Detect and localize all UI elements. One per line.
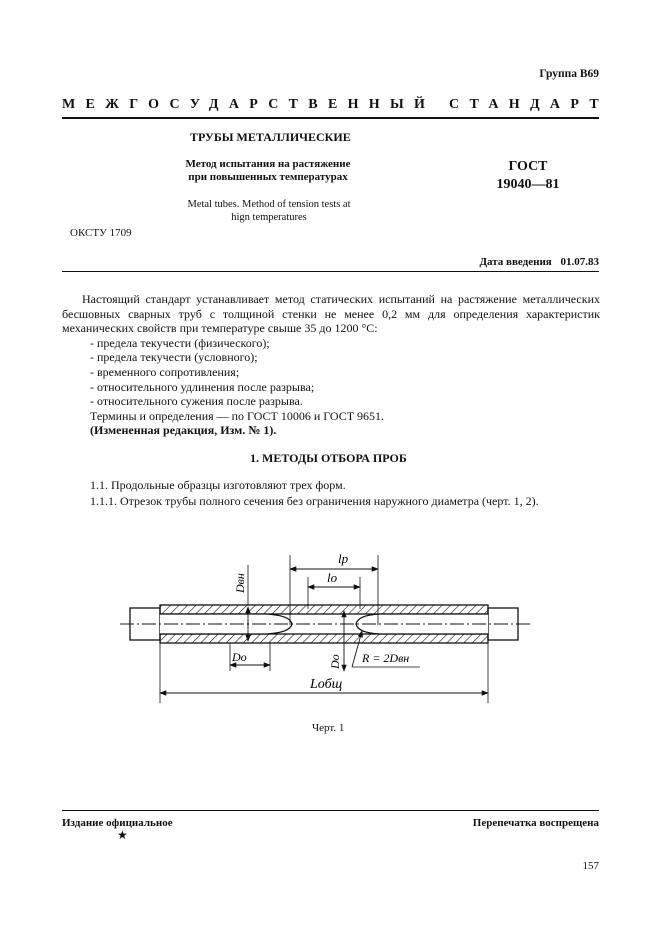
terms-reference: Термины и определения — по ГОСТ 10006 и ГОСТ 9651. [90,408,385,423]
gost-code: 19040—81 [496,177,560,192]
list-item: - относительного сужения после разрыва. [90,394,303,409]
date-value: 01.07.83 [560,256,599,268]
radius-label: R = 2Dвн [362,651,410,665]
paragraph-1-1: 1.1. Продольные образцы изготовляют трех форм. [90,478,346,492]
paragraph-1-1-1: 1.1.1. Отрезок трубы полного сечения без ограничения наружного диаметра (черт. 1, 2). [90,494,539,508]
official-edition: Издание официальное [62,817,173,829]
dim-do-mid-label: Dо [328,654,342,669]
amendment-note: (Измененная редакция, Изм. № 1). [90,423,277,438]
tube-wall-top [160,605,488,614]
figure-caption: Черт. 1 [312,722,345,734]
dim-lo-label: lо [327,570,338,585]
okstu-code: ОКСТУ 1709 [70,227,132,239]
star-icon: ★ [117,828,128,842]
dim-ltotal-label: Lобщ [310,677,343,692]
list-item: - предела текучести (условного); [90,350,258,365]
gost-number [483,158,573,194]
english-title [164,198,374,224]
dim-do-left-label: Dо [232,650,247,664]
document-title: ТРУБЫ МЕТАЛЛИЧЕСКИЕ [190,130,351,144]
list-item: - относительного удлинения после разрыва; [90,379,315,394]
subtitle-line-2: при повышенных температурах [188,171,348,183]
standard-banner [62,96,609,114]
dim-dvn-label: Dвн [233,573,247,593]
date-label: Дата введения [479,256,552,268]
page-number: 157 [582,860,599,872]
document-subtitle [168,158,368,184]
banner-interstate: МЕЖГОСУДАРСТВЕННЫЙ [62,97,436,112]
header-rule [62,117,599,119]
english-title-line-1: Metal tubes. Method of tension tests at [187,199,351,210]
date-rule [62,271,599,272]
banner-standard: СТАНДАРТ [449,97,609,112]
english-title-line-2: hign temperatures [231,212,307,223]
dim-lp-label: lр [338,551,349,566]
introduction-date [479,256,599,268]
reprint-prohibited: Перепечатка воспрещена [472,817,599,829]
section-heading: 1. МЕТОДЫ ОТБОРА ПРОБ [250,451,407,465]
footer-rule [62,810,599,811]
intro-paragraph: Настоящий стандарт устанавливает метод статических испытаний на растяжение металлических бесшовных сварных труб с толщиной стенки не менее 0,2 мм для определения характеристик механических свойств при температуре свыше 35 до 1200 °С: [62,292,600,336]
group-code: Группа В69 [539,68,599,80]
subtitle-line-1: Метод испытания на растяжение [185,158,351,170]
list-item: - временного сопротивления; [90,364,240,379]
intro-section [62,292,600,438]
tube-wall-bottom [160,634,488,643]
tube-specimen-drawing [120,545,530,715]
gost-label: ГОСТ [508,159,548,174]
list-item: - предела текучести (физического); [90,335,270,350]
